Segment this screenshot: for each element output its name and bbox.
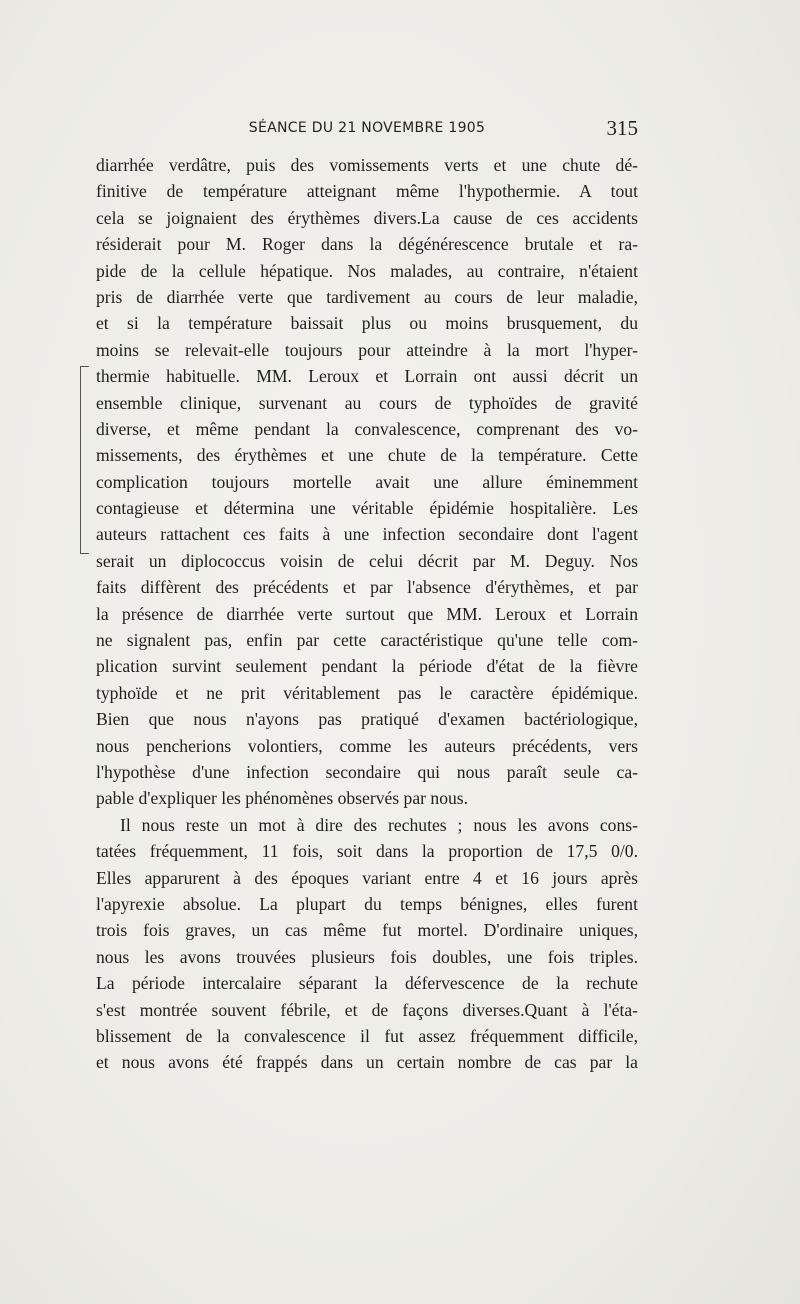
body-text — [96, 152, 638, 1076]
text-line: pide de la cellule hépatique. Nos malades, au contraire, n'étaient — [96, 260, 638, 281]
text-line: et nous avons été frappés dans un certain nombre de cas par la — [96, 1052, 638, 1073]
text-line: blissement de la convalescence il fut assez fréquemment difficile, — [96, 1025, 638, 1046]
text-line: nous pencherions volontiers, comme les auteurs précédents, vers — [96, 735, 638, 756]
text-line: auteurs rattachent ces faits à une infection secondaire dont l'agent — [96, 524, 638, 545]
text-line: diverse, et même pendant la convalescence, comprenant des vo- — [96, 418, 638, 439]
page-number: 315 — [606, 116, 638, 140]
running-title: SÉANCE DU 21 NOVEMBRE 1905 — [248, 120, 486, 136]
text-line: diarrhée verdâtre, puis des vomissements verts et une chute dé- — [96, 155, 638, 175]
margin-bracket-mark — [80, 366, 89, 554]
text-line: s'est montrée souvent fébrile, et de façons diverses.Quant à l'éta- — [96, 999, 638, 1020]
text-line: l'apyrexie absolue. La plupart du temps bénignes, elles furent — [96, 893, 638, 914]
text-line: moins se relevait-elle toujours pour atteindre à la mort l'hyper- — [96, 339, 638, 360]
text-line: l'hypothèse d'une infection secondaire qui nous paraît seule ca- — [96, 761, 638, 782]
text-line: cela se joignaient des érythèmes divers.La cause de ces accidents — [96, 207, 638, 228]
text-line: serait un diplococcus voisin de celui décrit par M. Deguy. Nos — [96, 550, 638, 571]
text-line: faits diffèrent des précédents et par l'absence d'érythèmes, et par — [96, 577, 638, 598]
text-line: thermie habituelle. MM. Leroux et Lorrain ont aussi décrit un — [96, 366, 638, 387]
text-line: Elles apparurent à des époques variant entre 4 et 16 jours après — [96, 867, 638, 888]
text-line: complication toujours mortelle avait une allure éminemment — [96, 471, 638, 492]
text-line: nous les avons trouvées plusieurs fois doubles, une fois triples. — [96, 946, 638, 967]
text-line: Bien que nous n'ayons pas pratiqué d'examen bactériologique, — [96, 709, 638, 730]
text-line: typhoïde et ne prit véritablement pas le caractère épidémique. — [96, 682, 638, 703]
text-line: missements, des érythèmes et une chute de la température. Cette — [96, 445, 638, 466]
text-line: finitive de température atteignant même l'hypothermie. A tout — [96, 181, 638, 202]
text-line: ne signalent pas, enfin par cette caractéristique qu'une telle com- — [96, 630, 638, 651]
text-line: résiderait pour M. Roger dans la dégénérescence brutale et ra- — [96, 234, 638, 255]
text-line: tatées fréquemment, 11 fois, soit dans la proportion de 17,5 0/0. — [96, 841, 638, 862]
text-line: trois fois graves, un cas même fut mortel. D'ordinaire uniques, — [96, 920, 638, 941]
text-line: et si la température baissait plus ou moins brusquement, du — [96, 313, 638, 334]
text-line: ensemble clinique, survenant au cours de typhoïdes de gravité — [96, 392, 638, 413]
text-line: La période intercalaire séparant la défervescence de la rechute — [96, 973, 638, 994]
text-line: Il nous reste un mot à dire des rechutes ; nous les avons cons- — [120, 814, 638, 835]
text-line: la présence de diarrhée verte surtout que MM. Leroux et Lorrain — [96, 603, 638, 624]
text-line: pris de diarrhée verte que tardivement au cours de leur maladie, — [96, 286, 638, 307]
text-line: contagieuse et détermina une véritable épidémie hospitalière. Les — [96, 498, 638, 519]
text-line: pable d'expliquer les phénomènes observés par nous. — [96, 788, 469, 809]
text-line: plication survint seulement pendant la période d'état de la fièvre — [96, 656, 638, 677]
running-head — [96, 116, 638, 140]
